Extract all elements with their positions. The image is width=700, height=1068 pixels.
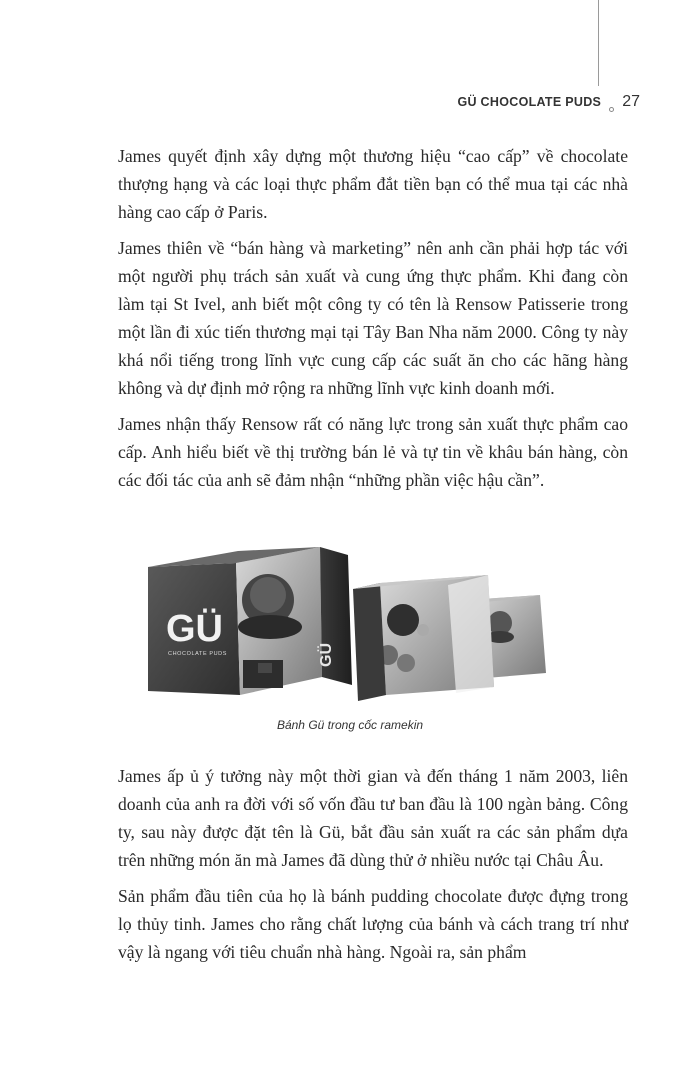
- paragraph-5-text: Sản phẩm đầu tiên của họ là bánh pudding chocolate được đựng trong lọ thủy tinh. James cho rằng chất lượng của bánh và cách trang trí như vậy là ngang với tiêu chuẩn nhà hàng. Ngoài ra, sản phẩm: [118, 886, 628, 962]
- box-large: [148, 547, 352, 695]
- running-head-title: GÜ CHOCOLATE PUDS: [457, 95, 602, 109]
- brand-subtitle: CHOCOLATE PUDS: [168, 651, 228, 657]
- box-middle: [353, 575, 494, 701]
- page-number: 27: [622, 93, 640, 110]
- paragraph-1-text: James quyết định xây dựng một thương hiệu “cao cấp” về chocolate thượng hạng và các loại thực phẩm đắt tiền bạn có thể mua tại các nhà hàng cao cấp ở Paris.: [118, 146, 628, 222]
- brand-mark-side: GÜ: [318, 643, 335, 667]
- figure-caption: Bánh Gü trong cốc ramekin: [276, 718, 424, 732]
- paragraph-3-text: James nhận thấy Rensow rất có năng lực trong sản xuất thực phẩm cao cấp. Anh hiểu biết về thị trường bán lẻ và tự tin về khâu bán hàng, còn các đối tác của anh sẽ đảm nhận “những phần việc hậu cần”.: [118, 414, 628, 490]
- running-header: [440, 90, 640, 114]
- product-boxes-illustration: [148, 545, 558, 715]
- brand-mark: GÜ: [166, 608, 223, 650]
- text-block-bottom: [118, 762, 628, 966]
- paragraph-4-text: James ấp ủ ý tưởng này một thời gian và đến tháng 1 năm 2003, liên doanh của anh ra đời với số vốn đầu tư ban đầu là 100 ngàn bảng. Công ty, sau này được đặt tên là Gü, bắt đầu sản xuất ra các sản phẩm dựa trên những món ăn mà James đã dùng thử ở nhiều nước tại Châu Âu.: [118, 766, 628, 870]
- paragraph-2: [118, 234, 628, 402]
- paragraph-1: [118, 142, 628, 226]
- product-photo: [148, 545, 558, 715]
- paragraph-4: [118, 762, 628, 874]
- text-block-top: [118, 142, 628, 494]
- paragraph-3: [118, 410, 628, 494]
- header-dot-ornament: [609, 107, 614, 112]
- paragraph-5: [118, 882, 628, 966]
- margin-rule: [598, 0, 599, 86]
- paragraph-2-text: James thiên về “bán hàng và marketing” nên anh cần phải hợp tác với một người phụ trách sản xuất và cung ứng thực phẩm. Khi đang còn làm tại St Ivel, anh biết một công ty có tên là Rensow Patisserie trong một lần đi xúc tiến thương mại tại Tây Ban Nha năm 2000. Công ty này khá nổi tiếng trong lĩnh vực cung cấp các suất ăn cho các hãng hàng không và dự định mở rộng ra những lĩnh vực kinh doanh mới.: [118, 238, 628, 398]
